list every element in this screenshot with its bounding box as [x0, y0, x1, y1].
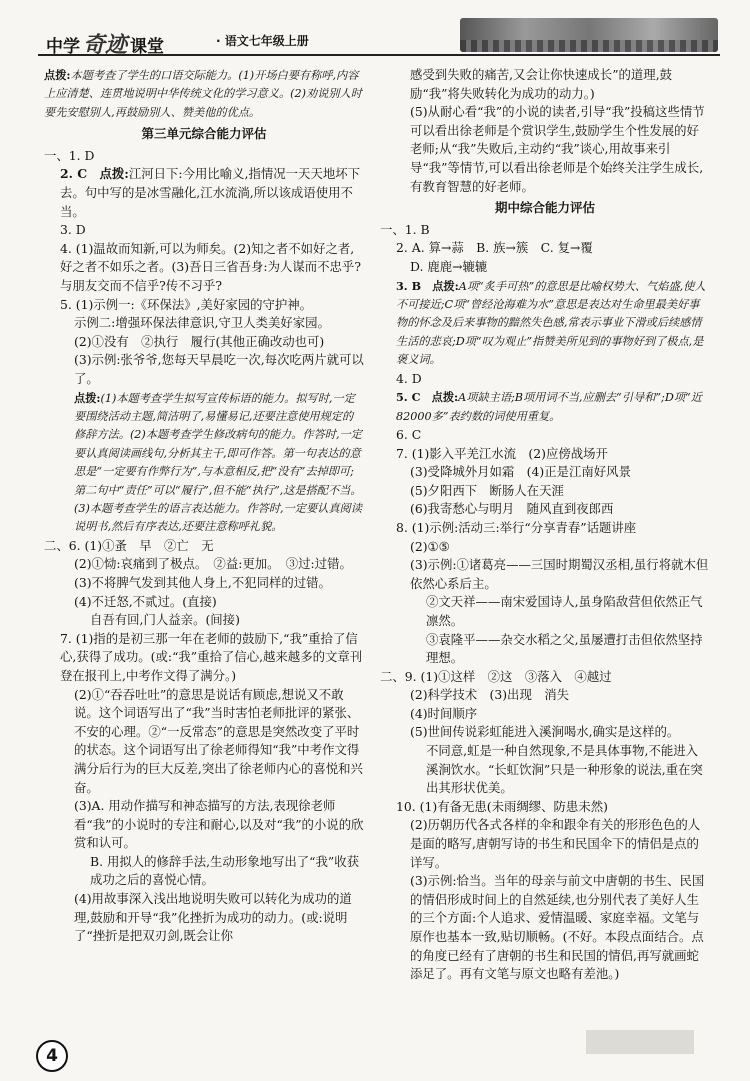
answer-line: [380, 66, 710, 103]
answer-line: [380, 723, 710, 742]
answer-text: 4. (1)温故而知新,可以为师矣。(2)知之者不如好之者,好之者不如乐之者。(3)吾日三省吾身:为人谋而不忠乎?与朋友交而不信乎?传不习乎?: [60, 240, 361, 293]
answer-line: [44, 797, 364, 853]
answer-text: (5)从耐心看“我”的小说的读者,引导“我”投稿这些情节可以看出徐老师是个赏识学生,鼓励学生个性发展的好老师;从“我”失败后,主动约“我”谈心,用故事来引导“我”等情节,可以看出徐老师是个始终关注学生成长,有教育智慧的好老师。: [410, 104, 705, 194]
answer-text: A项缺主语;B项用词不当,应删去“引导和”;D项“近82000多”表约数的词使用重复。: [396, 391, 702, 423]
answer-line: [44, 314, 364, 333]
answer-line: [380, 500, 710, 519]
answer-line: [380, 668, 710, 687]
answer-key: 点拨:: [44, 68, 71, 82]
answer-text: 8. (1)示例:活动三:举行“分享青春”话题讲座: [396, 519, 637, 535]
answer-line: [380, 593, 710, 630]
answer-text: B. 用拟人的修辞手法,生动形象地写出了“我”收获成功之后的喜悦心情。: [90, 853, 360, 888]
answer-line: [380, 872, 710, 984]
brand-text-a: 中学: [46, 37, 80, 57]
answer-text: 二、9. (1)①这样 ②这 ③落入 ④越过: [380, 668, 612, 684]
header-decoration-image: [460, 18, 718, 52]
answer-line: [380, 482, 710, 501]
answer-line: [44, 537, 364, 556]
section-title: [380, 199, 710, 218]
answer-key: 点拨:: [74, 390, 101, 405]
answer-text: 3. D: [60, 222, 86, 238]
answer-line: [44, 66, 364, 122]
answer-text: (4)时间顺序: [410, 705, 478, 721]
answer-text: 自吾有回,门人益亲。(间接): [90, 612, 240, 628]
answer-text: D. 鹿鹿→辘辘: [410, 258, 488, 274]
answer-text: (2)科学技术 (3)出现 消失: [410, 687, 570, 703]
answer-line: [44, 686, 364, 798]
answer-line: [380, 816, 710, 872]
answer-text: 第三单元综合能力评估: [141, 126, 267, 142]
answer-line: [380, 686, 710, 705]
answer-text: 感受到失败的痛苦,又会让你快速成长”的道理,鼓励“我”将失败转化为成功的动力。): [410, 67, 673, 101]
answer-text: 一、1. D: [44, 147, 95, 163]
answer-key: 2. C 点拨:: [60, 166, 129, 182]
answer-text: (2)①⑤: [410, 538, 450, 554]
answer-line: [44, 165, 364, 221]
answer-line: [380, 370, 710, 389]
brand-text-b: 课堂: [130, 37, 165, 57]
answer-line: [380, 277, 710, 370]
answer-line: [44, 351, 364, 388]
answer-line: [380, 705, 710, 724]
book-subtitle: · 语文七年级上册: [216, 34, 309, 48]
answer-text: (5)夕阳西下 断肠人在天涯: [410, 482, 564, 498]
answer-line: [44, 611, 364, 630]
page-header: [38, 16, 720, 56]
answer-line: [44, 240, 364, 296]
answer-key: 5. C 点拨:: [396, 390, 459, 405]
answer-text: (1)本题考查学生拟写宣传标语的能力。拟写时,一定要围绕活动主题,简洁明了,易懂易记,还要注意使用规定的修辞方法。(2)本题考查学生修改病句的能力。作答时,一定要认真阅读画线句,分析其主干,即可作答。第一句表达的意思是“一定要有作弊行为”,与本意相反,把“没有”去掉即可;第二句中“责任”可以“履行”,但不能“执行”,这是搭配不当。(3)本题考查学生的语言表达能力。作答时,一定要认真阅读说明书,然后有序表达,还要注意称呼礼貌。: [74, 391, 362, 534]
answer-line: [380, 426, 710, 445]
answer-line: [44, 147, 364, 166]
answer-text: 本题考查了学生的口语交际能力。(1)开场白要有称呼,内容上应清楚、连贯地说明中华传统文化的学习意义。(2)劝说别人时要先安慰别人,再鼓励别人、赞美他的优点。: [44, 69, 362, 119]
answer-line: [44, 853, 364, 890]
answer-text: 7. (1)指的是初三那一年在老师的鼓励下,“我”重拾了信心,获得了成功。(或:“我”重拾了信心,越来越多的文章刊登在报刊上,中考作文得了满分。): [60, 630, 363, 683]
right-column: [380, 66, 710, 984]
answer-line: [44, 333, 364, 352]
answer-text: 示例二:增强环保法律意识,守卫人类美好家园。: [74, 315, 330, 331]
left-column: [44, 66, 364, 946]
answer-text: 5. (1)示例一:《环保法》,美好家园的守护神。: [60, 296, 313, 312]
answer-text: 10. (1)有备无患(未雨绸缪、防患未然): [396, 798, 608, 814]
answer-line: [380, 258, 710, 277]
section-title: [44, 125, 364, 144]
header-rule: [38, 54, 720, 56]
answer-line: [44, 574, 364, 593]
answer-text: (3)示例:张爷爷,您每天早晨吃一次,每次吃两片就可以了。: [74, 352, 364, 386]
watermark-stamp: [586, 1030, 694, 1054]
answer-text: 江河日下:今用比喻义,指情况一天天地坏下去。句中写的是冰雪融化,江水流淌,所以该成语使用不当。: [60, 166, 361, 219]
page-number: 4: [36, 1040, 68, 1072]
answer-text: (3)示例:①诸葛亮——三国时期蜀汉丞相,虽行将就木但依然心系后主。: [410, 557, 709, 591]
answer-text: (3)不将脾气发到其他人身上,不犯同样的过错。: [74, 574, 331, 590]
answer-line: [44, 630, 364, 686]
answer-text: 4. D: [396, 370, 422, 386]
answer-text: (2)①没有 ②执行 履行(其他正确改动也可): [74, 333, 325, 349]
answer-line: [44, 389, 364, 537]
answer-line: [44, 890, 364, 946]
answer-text: (6)我寄愁心与明月 随风直到夜郎西: [410, 501, 614, 517]
answer-text: (4)用故事深入浅出地说明失败可以转化为成功的道理,鼓励和开导“我”化挫折为成功的动力。(或:说明了“挫折是把双刃剑,既会让你: [74, 891, 352, 944]
answer-line: [44, 296, 364, 315]
answer-text: 2. A. 算→蒜 B. 族→簇 C. 复→覆: [396, 240, 593, 256]
answer-text: 不同意,虹是一种自然现象,不是具体事物,不能进入溪涧饮水。“长虹饮涧”只是一种形象的说法,重在突出其形状优美。: [426, 743, 703, 796]
answer-line: [380, 519, 710, 538]
answer-text: (2)历朝历代各式各样的伞和跟伞有关的形形色色的人是面的略写,唐朝写诗的书生和民国伞下的情侣是点的详写。: [410, 817, 701, 870]
answer-line: [380, 556, 710, 593]
answer-key: 3. B 点拨:: [396, 278, 459, 293]
answer-text: A项“炙手可热”的意思是比喻权势大、气焰盛,使人不可接近;C项“曾经沧海难为水”意思是表达对生命里最美好事物的怀念及后来事物的黯然失色感,常表示事业下滑或后续感情生活的悲哀;D项“叹为观止”指赞美所见到的事物好到了极点,是褒义词。: [396, 279, 706, 367]
answer-line: [380, 798, 710, 817]
answer-line: [44, 593, 364, 612]
answer-text: 6. C: [396, 426, 422, 442]
answer-line: [44, 221, 364, 240]
answer-line: [380, 388, 710, 426]
answer-text: (2)①恸:哀痛到了极点。 ②益:更加。 ③过:过错。: [74, 556, 352, 572]
answer-text: ③袁隆平——杂交水稻之父,虽屡遭打击但依然坚持理想。: [426, 631, 703, 666]
answer-text: 7. (1)影入平羌江水流 (2)应傍战场开: [396, 445, 608, 461]
answer-text: 期中综合能力评估: [494, 200, 595, 216]
answer-line: [380, 538, 710, 557]
answer-text: (5)世间传说彩虹能进入溪涧喝水,确实是这样的。: [410, 724, 680, 740]
answer-text: (4)不迁怒,不贰过。(直接): [74, 593, 217, 609]
brand-script: 奇迹: [83, 33, 128, 58]
answer-text: ②文天祥——南宋爱国诗人,虽身陷敌营但依然正气凛然。: [426, 594, 703, 628]
answer-line: [380, 742, 710, 798]
answer-line: [380, 103, 710, 196]
answer-text: (3)A. 用动作描写和神态描写的方法,表现徐老师看“我”的小说时的专注和耐心,以及对“我”的小说的欣赏和认可。: [74, 798, 364, 851]
answer-text: (3)受降城外月如霜 (4)正是江南好风景: [410, 464, 631, 480]
answer-line: [380, 631, 710, 668]
answer-text: (2)①“吞吞吐吐”的意思是说话有顾虑,想说又不敢说。这个词语写出了“我”当时害怕老师批评的紧张、不安的心理。②“一反常态”的意思是突然改变了平时的状态。这个词语写出了徐老师得知“我”中考作文得满分后行为的巨大反差,突出了徐老师内心的喜悦和兴奋。: [74, 686, 363, 795]
answer-text: 二、6. (1)①蚤 早 ②亡 无: [44, 537, 214, 553]
answer-line: [44, 555, 364, 574]
answer-line: [380, 221, 710, 240]
answer-line: [380, 239, 710, 258]
answer-line: [380, 463, 710, 482]
answer-text: 一、1. B: [380, 221, 430, 237]
answer-line: [380, 445, 710, 464]
answer-text: (3)示例:恰当。当年的母亲与前文中唐朝的书生、民国的情侣形成时间上的自然延续,也分别代表了美好人生的三个方面:个人追求、爱情温暖、家庭幸福。文笔与原作也基本一致,贴切顺畅。(不好。本段点面结合。点的角度已经有了唐朝的书生和民国的情侣,再写就画蛇添足了。再有文笔与原文也略有差池。): [410, 873, 705, 982]
